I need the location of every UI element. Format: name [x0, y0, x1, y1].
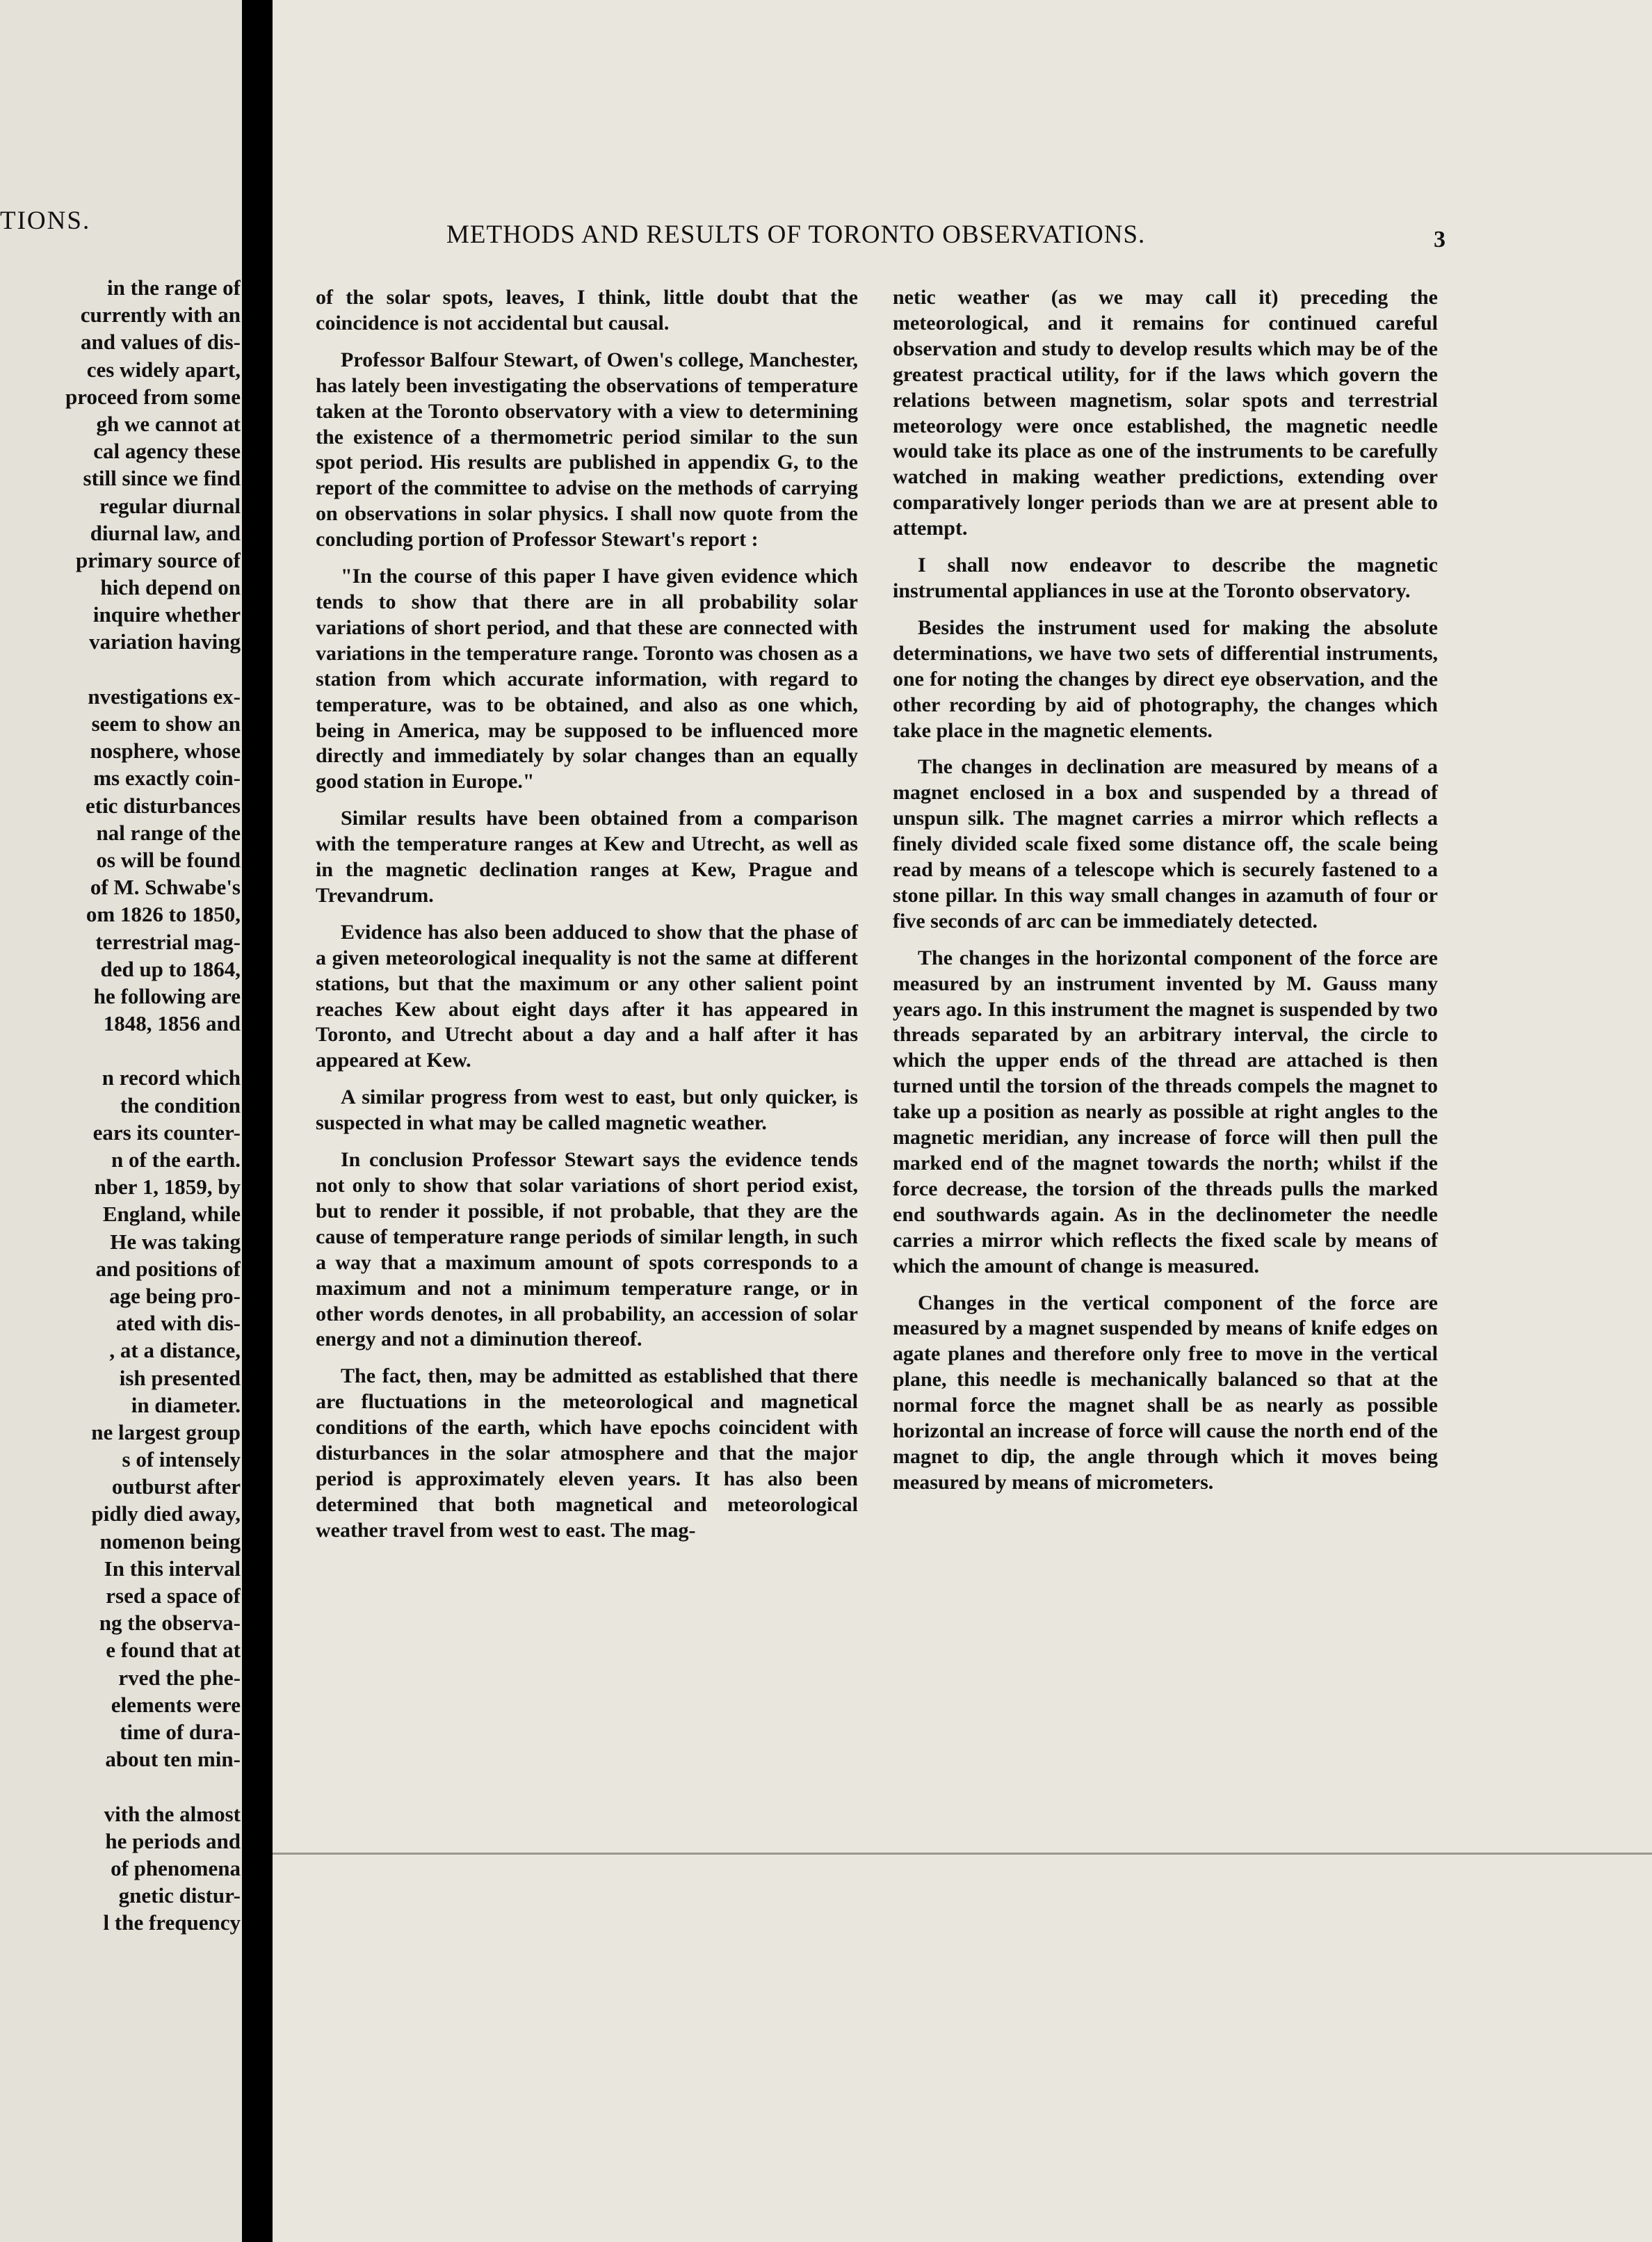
left-page-line: elements were	[111, 1692, 241, 1717]
left-page-line: still since we find	[83, 466, 241, 491]
paragraph: A similar progress from west to east, but only quicker, is suspected in what may be called magnetic weather.	[316, 1086, 858, 1135]
left-page-line: currently with an	[80, 303, 241, 328]
left-page-line: primary source of	[75, 547, 241, 572]
left-page-line: seem to show an	[91, 711, 241, 736]
paragraph: netic weather (as we may call it) preceding the meteorological, and it remains for continued careful observation and study to develop results which may be of the greatest practical utility, for if the laws which govern the relations between magnetism, solar spots and terrestrial meteorology were once established, the magnetic needle would take its place as one of the instruments to be carefully watched in making weather predictions, extending over comparatively longer periods than we are at present able to attempt.	[893, 286, 1438, 540]
left-page-line: ears its counter-	[92, 1120, 241, 1145]
left-page-line: age being pro-	[109, 1283, 241, 1308]
left-page-line: cal agency these	[93, 439, 241, 464]
left-page-line: ces widely apart,	[86, 357, 241, 382]
left-page-line: etic disturbances	[85, 793, 241, 818]
left-page-line: of M. Schwabe's	[90, 875, 241, 900]
left-page-line: nomenon being	[99, 1529, 241, 1554]
left-page-line: os will be found	[96, 847, 241, 872]
left-page-line: and values of dis-	[81, 330, 241, 355]
left-page-line: rsed a space of	[106, 1583, 241, 1608]
left-page-line: 1848, 1856 and	[103, 1011, 241, 1036]
left-page-line: outburst after	[111, 1474, 241, 1499]
left-page-line: nosphere, whose	[90, 739, 241, 764]
left-page-line: ated with dis-	[115, 1311, 241, 1336]
left-page-line: , at a distance,	[109, 1338, 241, 1363]
left-page-line: he periods and	[105, 1828, 241, 1853]
left-page-line	[4, 1773, 241, 1800]
left-page-line: ded up to 1864,	[100, 956, 241, 981]
left-page-line: pidly died away,	[91, 1501, 241, 1526]
paragraph: Professor Balfour Stewart, of Owen's college, Manchester, has lately been investigating the observations of temperature taken at the Toronto observatory with a view to determining the existence of a thermometric period similar to the sun spot period. His results are published in appendix G, to the report of the committee to advise on the methods of carrying on observations in solar physics. I shall now quote from the concluding portion of Professor Stewart's report :	[316, 348, 858, 551]
left-page-line: e found that at	[106, 1638, 241, 1663]
left-page-line: hich depend on	[100, 575, 241, 600]
left-page-line: in the range of	[106, 275, 241, 300]
left-page-line: about ten min-	[105, 1747, 241, 1772]
paragraph: I shall now endeavor to describe the magnetic instrumental appliances in use at the Toronto observatory.	[893, 554, 1438, 602]
left-page-line: variation having	[89, 629, 241, 654]
paragraph: In conclusion Professor Stewart says the evidence tends not only to show that solar variations of short period exist, but to render it possible, if not probable, that they are the cause of temperature range periods of similar length, in such a way that a maximum amount of spots corresponds to a maximum and not a minimum temperature range, or in other words denotes, in all probability, an accession of solar energy and not a diminution thereof.	[316, 1148, 858, 1351]
paragraph: Evidence has also been adduced to show that the phase of a given meteorological inequality is not the same at different stations, but that the maximum or any other salient point reaches Kew about eight days after it has appeared in Toronto, and Utrecht about a day and a half after it has appeared at Kew.	[316, 920, 858, 1072]
left-page-line: nal range of the	[96, 820, 241, 845]
left-page-line: vith the almost	[104, 1801, 241, 1826]
left-page-line: ish presented	[119, 1365, 241, 1390]
left-page-line: and positions of	[95, 1256, 241, 1281]
page-number: 3	[1434, 227, 1446, 252]
left-page-line: he following are	[93, 983, 241, 1008]
left-page-line: s of intensely	[122, 1447, 241, 1472]
left-page-line: gh we cannot at	[96, 411, 241, 436]
left-page-text	[4, 274, 241, 1936]
right-page	[273, 0, 1652, 2242]
page-gutter	[242, 0, 273, 2242]
left-page-line: of phenomena	[111, 1855, 241, 1880]
left-page-line: nber 1, 1859, by	[94, 1175, 241, 1200]
left-page-line: n record which	[102, 1065, 241, 1090]
running-title: METHODS AND RESULTS OF TORONTO OBSERVATIONS.	[446, 220, 1146, 249]
left-page-line: n of the earth.	[111, 1147, 241, 1172]
left-page-line: om 1826 to 1850,	[86, 902, 241, 927]
text-column-right	[893, 285, 1438, 1507]
left-page-line: l the frequency	[103, 1910, 241, 1935]
left-page-line: ne largest group	[91, 1419, 241, 1444]
scan-artifact-line	[273, 1853, 1652, 1855]
left-page-line: proceed from some	[65, 384, 241, 409]
left-page-line: nvestigations ex-	[88, 684, 241, 709]
left-running-title: TIONS.	[0, 207, 91, 235]
left-page-line: rved the phe-	[118, 1665, 241, 1690]
left-page-line: terrestrial mag-	[95, 929, 241, 954]
left-page-line: the condition	[120, 1092, 241, 1118]
left-page-line: He was taking	[110, 1229, 241, 1254]
paragraph: "In the course of this paper I have given evidence which tends to show that there are in all probability solar variations of short period, and that these are connected with variations in the temperature range. Toronto was chosen as a station from which accurate information, with regard to temperature, was to be obtained, and also as one which, being in America, may be supposed to be influenced more directly and immediately by solar changes than an equally good station in Europe."	[316, 565, 858, 793]
left-page-line: In this interval	[104, 1556, 241, 1581]
left-page-line: ms exactly coin-	[93, 766, 241, 791]
paragraph: Changes in the vertical component of the force are measured by a magnet suspended by means of knife edges on agate planes and therefore only free to move in the vertical plane, this needle is mechanically balanced so that at the normal force the magnet shall be as nearly as possible horizontal an increase of force will cause the north end of the magnet to dip, the angle through which it moves being measured by means of micrometers.	[893, 1291, 1438, 1494]
paragraph: Besides the instrument used for making the absolute determinations, we have two sets of differential instruments, one for noting the changes by direct eye observation, and the other recording by aid of photography, the changes which take place in the magnetic elements.	[893, 615, 1438, 742]
left-page-line	[4, 1037, 241, 1064]
paragraph: The fact, then, may be admitted as established that there are fluctuations in the meteorological and magnetical conditions of the earth, which have epochs coincident with disturbances in the solar atmosphere and that the major period is approximately eleven years. It has also been determined that both magnetical and meteorological weather travel from west to east. The mag-	[316, 1364, 858, 1542]
left-page-line: diurnal law, and	[90, 520, 241, 545]
text-column-left	[316, 285, 858, 1555]
paragraph: The changes in declination are measured by means of a magnet enclosed in a box and suspended by a thread of unspun silk. The magnet carries a mirror which reflects a finely divided scale fixed some distance off, the scale being read by means of a telescope which is securely fastened to a stone pillar. In this way small changes in azamuth of four or five seconds of arc can be immediately detected.	[893, 755, 1438, 933]
left-page-line: regular diurnal	[99, 493, 241, 518]
left-page-line	[4, 656, 241, 683]
left-page-line: time of dura-	[120, 1719, 241, 1744]
paragraph: of the solar spots, leaves, I think, little doubt that the coincidence is not accidental but causal.	[316, 286, 858, 334]
left-page-line: ng the observa-	[99, 1611, 241, 1636]
left-page-line: England, while	[102, 1202, 241, 1227]
left-page-line: inquire whether	[92, 602, 241, 627]
left-facing-page	[0, 0, 242, 2242]
left-page-line: in diameter.	[131, 1392, 241, 1417]
paragraph: The changes in the horizontal component of the force are measured by an instrument invented by M. Gauss many years ago. In this instrument the magnet is suspended by two threads separated by an arbitrary interval, the circle to which the upper ends of the thread are attached is then turned until the torsion of the threads compels the magnet to take up a position as nearly as possible at right angles to the magnetic meridian, any increase of force will then pull the marked end of the magnet towards the north; whilst if the force decrease, the torsion of the threads pulls the marked end southwards again. As in the declinometer the needle carries a mirror which reflects the fixed scale by means of which the amount of change is measured.	[893, 946, 1438, 1277]
paragraph: Similar results have been obtained from a comparison with the temperature ranges at Kew and Utrecht, as well as in the magnetic declination ranges at Kew, Prague and Trevandrum.	[316, 807, 858, 907]
left-page-line: gnetic distur-	[118, 1883, 241, 1908]
